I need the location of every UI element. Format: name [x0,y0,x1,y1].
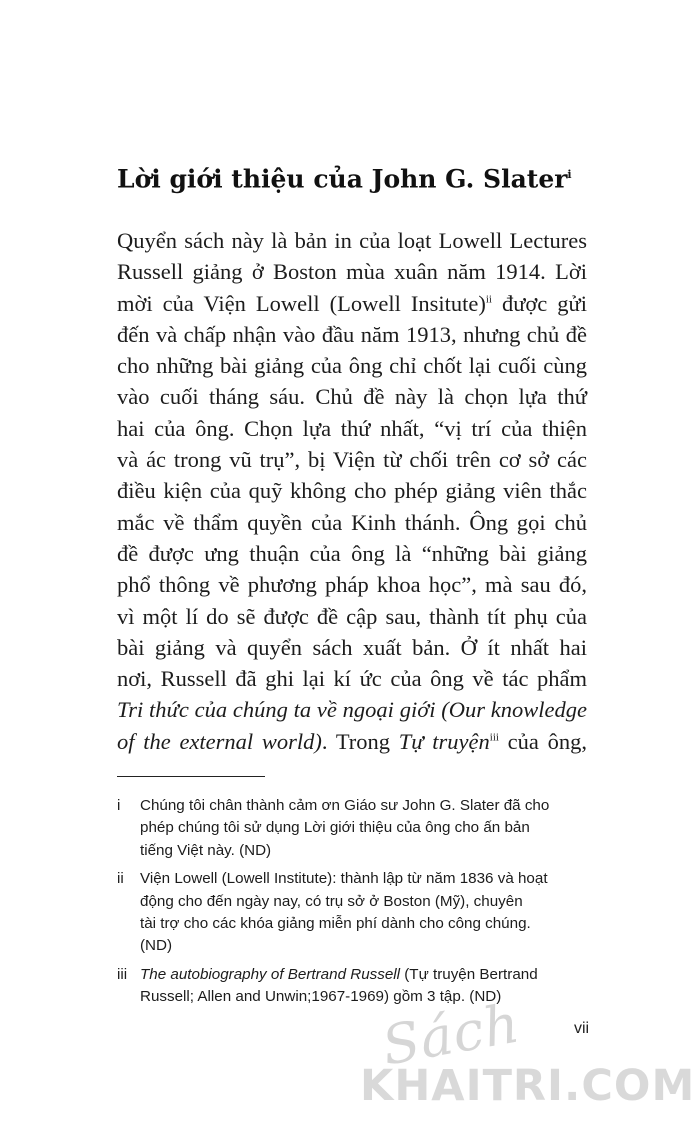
footnote-iii [117,964,587,1009]
footnote-separator [117,776,265,777]
body-line [117,381,587,412]
footnote-line: Russell; Allen and Unwin;1967-1969) gồm 3 tập. (ND) [140,988,502,1006]
footnote-ref-ii: ii [485,293,492,306]
footnote-mark: i [117,797,121,814]
body-line-text: đề được ưng thuận của ông là “những bài giảng [117,540,587,566]
body-line [117,726,587,757]
body-line-text: và ác trong vũ trụ”, bị Viện từ chối trên cơ sở các [117,447,587,473]
body-line-text: cho những bài giảng của ông chỉ chốt lại cuối cùng [117,353,587,379]
body-line-text: đến và chấp nhận vào đầu năm 1913, nhưng chủ đề [117,321,587,347]
body-line-text: vì một lí do sẽ được đề cập sau, thành tít phụ của [117,603,587,629]
footnote-text [140,868,587,958]
body-line [117,663,587,694]
body-line-text: nơi, Russell đã ghi lại kí ức của ông về tác phẩm [117,666,587,692]
section-heading [117,158,572,196]
body-line [117,288,587,319]
body-line-text: mời của Viện Lowell (Lowell Insitute) [117,290,486,316]
body-line [117,413,587,444]
body-line-text: được gửi [491,290,587,316]
body-line-text: hai của ông. Chọn lựa thứ nhất, “vị trí của thiện [117,415,587,441]
body-line [117,350,587,381]
footnote-line: tiếng Việt này. (ND) [140,841,272,859]
body-text [117,225,587,757]
footnote-mark: ii [117,870,124,888]
body-line [117,601,587,632]
footnote-ref-iii: iii [489,731,499,744]
page-number: vii [574,1020,590,1037]
body-line-text: điều kiện của quỹ không cho phép giảng viên thắc [117,478,587,504]
body-line [117,475,587,506]
watermark-script: Sách [377,991,525,1078]
body-line [117,538,587,569]
body-line-text: phổ thông về phương pháp khoa học”, mà sau đó, [117,572,587,598]
book-title-italic: of the external world) [117,728,322,754]
heading-footnote-marker: i [567,168,572,181]
footnote-text [140,964,587,1009]
book-title-italic: Tri thức của chúng ta về ngoại giới (Our knowledge [117,697,587,723]
body-line-text: vào cuối tháng sáu. Chủ đề này là chọn lựa thứ [117,384,587,410]
footnote-line: phép chúng tôi sử dụng Lời giới thiệu của ông cho ấn bản [140,819,530,837]
body-line [117,225,587,256]
body-line [117,444,587,475]
body-line-text: mắc về thẩm quyền của Kinh thánh. Ông gọi chủ [117,509,587,535]
footnote-line: Viện Lowell (Lowell Institute): thành lập từ năm 1836 và hoạt [140,870,548,888]
footnote-ii [117,868,587,958]
footnote-text [140,795,587,862]
footnote-line: (ND) [140,937,173,955]
body-line-text: bài giảng và quyển sách xuất bản. Ở ít nhất hai [117,634,587,660]
body-line [117,507,587,538]
footnotes [117,795,587,1015]
footnote-line: tài trợ cho các khóa giảng miễn phí dành cho công chúng. [140,915,531,933]
footnote-book-title: The autobiography of Bertrand Russell [140,965,401,983]
body-line-text: Russell giảng ở Boston mùa xuân năm 1914. Lời [117,259,587,285]
body-line-text: của ông, [498,728,588,754]
body-line [117,632,587,663]
footnote-i [117,795,587,862]
footnote-mark: iii [117,965,128,983]
watermark-logo [360,991,696,1115]
body-line [117,319,587,350]
autobiography-title-italic: Tự truyện [398,728,490,754]
body-line [117,694,587,725]
body-line-text: Quyển sách này là bản in của loạt Lowell Lectures [117,228,587,253]
body-line [117,256,587,287]
heading-title: Lời giới thiệu của John G. Slater [117,164,568,194]
footnote-line [140,964,587,986]
footnote-line: Chúng tôi chân thành cảm ơn Giáo sư John G. Slater đã cho [140,797,550,814]
watermark-brand: KHAITRI.COM [360,1061,696,1111]
footnote-line: động cho đến ngày nay, có trụ sở ở Boston (Mỹ), chuyên [140,892,523,910]
body-line [117,569,587,600]
footnote-line-text: (Tự truyện Bertrand [400,965,538,983]
body-line-text: . Trong [321,728,399,754]
